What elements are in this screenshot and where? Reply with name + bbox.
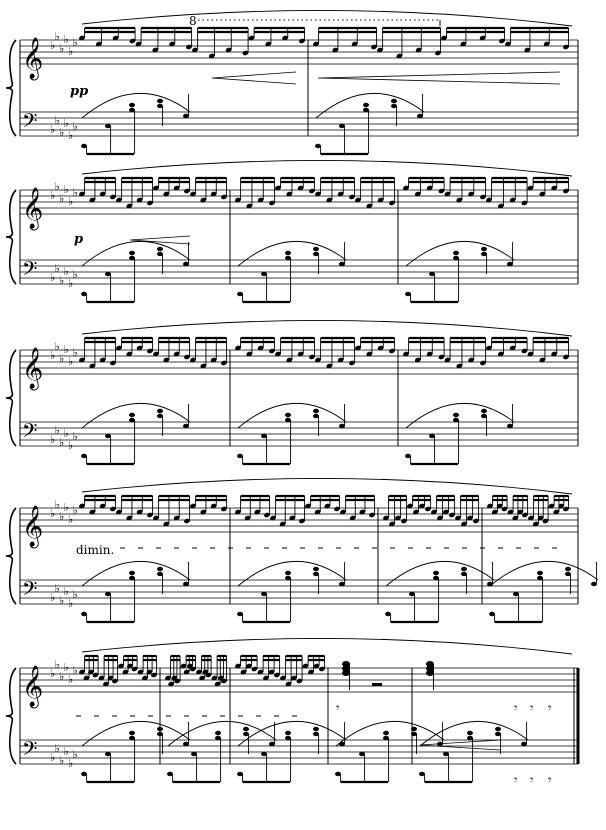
flat-sign: ♭ <box>72 430 78 443</box>
flat-sign: ♭ <box>59 274 65 287</box>
flat-sign: ♭ <box>68 355 74 368</box>
bass-chord-note <box>285 418 291 422</box>
flat-sign: ♭ <box>59 754 65 767</box>
treble-clef: 𝄞 <box>22 38 44 79</box>
flat-sign: ♭ <box>72 186 78 199</box>
bass-slur <box>238 241 346 266</box>
flat-sign: ♭ <box>68 757 74 770</box>
bass-chord-note <box>157 409 163 413</box>
bass-note <box>521 742 527 746</box>
bass-clef: 𝄢 <box>22 109 38 137</box>
flat-sign: ♭ <box>54 30 60 43</box>
bass-chord-note <box>453 256 459 260</box>
bass-note <box>237 454 243 458</box>
flat-sign: ♭ <box>68 439 74 452</box>
flat-sign: ♭ <box>72 268 78 281</box>
phrase-slur <box>82 320 572 336</box>
bass-chord-note <box>481 414 487 418</box>
flat-sign: ♭ <box>50 123 56 136</box>
flat-sign: ♭ <box>54 498 60 511</box>
whole-rest <box>372 683 382 686</box>
bass-slur <box>82 721 190 746</box>
bass-note <box>183 742 189 746</box>
bass-note <box>591 582 597 586</box>
bass-chord-note <box>129 108 135 112</box>
bass-chord-note <box>313 409 319 413</box>
bass-note <box>183 424 189 428</box>
bass-chord-note <box>411 727 417 731</box>
bass-note <box>339 424 345 428</box>
bass-slur <box>336 721 444 746</box>
bass-note <box>237 612 243 616</box>
bass-chord-note <box>157 252 163 256</box>
flat-sign: ♭ <box>50 271 56 284</box>
bass-chord-note <box>285 736 291 740</box>
bass-chord-note <box>129 736 135 740</box>
bass-chord-note <box>157 414 163 418</box>
bass-note <box>261 752 267 756</box>
bass-chord-note <box>129 418 135 422</box>
bass-note <box>237 292 243 296</box>
bass-chord-note <box>481 409 487 413</box>
flat-sign: ♭ <box>59 670 65 683</box>
bass-note <box>335 772 341 776</box>
bass-chord-note <box>157 567 163 571</box>
brace <box>6 190 16 284</box>
bass-slur <box>82 403 190 428</box>
dynamic-p: p <box>74 232 84 247</box>
bass-chord-note <box>391 99 397 103</box>
bass-chord-note <box>285 413 291 417</box>
flat-sign: ♭ <box>50 751 56 764</box>
bass-clef: 𝄢 <box>22 419 38 447</box>
brace <box>6 350 16 446</box>
rest: 𝄾 <box>530 773 534 788</box>
bass-chord-note <box>453 413 459 417</box>
bass-clef: 𝄢 <box>22 737 38 765</box>
bass-chord-note <box>383 736 389 740</box>
bass-note <box>507 424 513 428</box>
bass-chord-note <box>285 731 291 735</box>
dynamic-pp: pp <box>70 84 89 99</box>
bass-chord-note <box>411 732 417 736</box>
bass-note <box>81 612 87 616</box>
flat-sign: ♭ <box>54 582 60 595</box>
bass-chord-note <box>495 732 501 736</box>
bass-chord-note <box>453 251 459 255</box>
bass-note <box>405 292 411 296</box>
flat-sign: ♭ <box>50 39 56 52</box>
flat-sign: ♭ <box>63 661 69 674</box>
bass-note <box>191 752 197 756</box>
bass-chord-note <box>363 108 369 112</box>
rest: 𝄾 <box>336 701 340 716</box>
bass-note <box>429 272 435 276</box>
hairpin-decrescendo <box>420 740 500 750</box>
bass-chord-note <box>129 103 135 107</box>
bass-chord-note <box>313 247 319 251</box>
flat-sign: ♭ <box>54 658 60 671</box>
bass-note <box>81 772 87 776</box>
phrase-slur <box>82 638 572 654</box>
bass-note <box>385 612 391 616</box>
phrase-slur <box>82 10 572 26</box>
bass-note <box>315 144 321 148</box>
flat-sign: ♭ <box>68 597 74 610</box>
flat-sign: ♭ <box>72 504 78 517</box>
bass-clef: 𝄢 <box>22 577 38 605</box>
bass-note <box>105 592 111 596</box>
flat-sign: ♭ <box>54 424 60 437</box>
flat-sign: ♭ <box>54 180 60 193</box>
bass-note <box>81 144 87 148</box>
bass-chord-note <box>537 571 543 575</box>
flat-sign: ♭ <box>54 340 60 353</box>
bass-chord-note <box>285 576 291 580</box>
treble-clef: 𝄞 <box>22 506 44 547</box>
flat-sign: ♭ <box>72 346 78 359</box>
hairpin-crescendo <box>130 236 190 244</box>
bass-chord-note <box>157 572 163 576</box>
bass-note <box>489 612 495 616</box>
rest: 𝄾 <box>548 701 552 716</box>
bass-note <box>105 124 111 128</box>
flat-sign: ♭ <box>68 513 74 526</box>
bass-chord-note <box>453 418 459 422</box>
bass-chord-note <box>537 576 543 580</box>
flat-sign: ♭ <box>50 507 56 520</box>
rest: 𝄾 <box>548 773 552 788</box>
bass-chord-note <box>313 732 319 736</box>
hairpin-decrescendo <box>318 72 560 84</box>
bass-note <box>359 752 365 756</box>
treble-clef: 𝄞 <box>22 188 44 229</box>
flat-sign: ♭ <box>63 343 69 356</box>
bass-chord-note <box>129 413 135 417</box>
flat-sign: ♭ <box>63 33 69 46</box>
rest: 𝄾 <box>530 701 534 716</box>
flat-sign: ♭ <box>63 117 69 130</box>
flat-sign: ♭ <box>54 262 60 275</box>
bass-note <box>261 434 267 438</box>
bass-note <box>183 114 189 118</box>
bass-chord-note <box>129 251 135 255</box>
bass-chord-note <box>433 571 439 575</box>
flat-sign: ♭ <box>72 588 78 601</box>
flat-sign: ♭ <box>50 433 56 446</box>
flat-sign: ♭ <box>50 667 56 680</box>
bass-note <box>237 772 243 776</box>
flat-sign: ♭ <box>68 277 74 290</box>
ottava-mark: 8 <box>189 14 197 28</box>
treble-clef: 𝄞 <box>22 666 44 707</box>
bass-chord-note <box>129 731 135 735</box>
bass-chord-note <box>285 256 291 260</box>
bass-note <box>81 292 87 296</box>
bass-slur <box>406 403 514 428</box>
bass-slur <box>82 241 190 266</box>
bass-chord-note <box>285 571 291 575</box>
flat-sign: ♭ <box>63 745 69 758</box>
flat-sign: ♭ <box>63 183 69 196</box>
bass-slur <box>82 93 190 118</box>
bass-slur <box>238 403 346 428</box>
phrase-slur <box>82 160 572 176</box>
flat-sign: ♭ <box>72 748 78 761</box>
chord-note <box>342 670 350 676</box>
bass-note <box>339 124 345 128</box>
bass-slur <box>490 561 598 586</box>
bass-chord-note <box>157 727 163 731</box>
bass-note <box>417 114 423 118</box>
bass-chord-note <box>481 247 487 251</box>
flat-sign: ♭ <box>59 42 65 55</box>
bass-slur <box>420 721 528 746</box>
bass-chord-note <box>481 252 487 256</box>
flat-sign: ♭ <box>54 114 60 127</box>
bass-chord-note <box>129 256 135 260</box>
bass-slur <box>238 721 346 746</box>
bass-note <box>513 592 519 596</box>
bass-note <box>507 262 513 266</box>
bass-chord-note <box>313 572 319 576</box>
bass-chord-note <box>285 251 291 255</box>
brace <box>6 508 16 604</box>
bass-chord-note <box>129 571 135 575</box>
flat-sign: ♭ <box>72 36 78 49</box>
bass-slur <box>406 241 514 266</box>
bass-chord-note <box>391 104 397 108</box>
bass-note <box>339 262 345 266</box>
flat-sign: ♭ <box>50 591 56 604</box>
bass-note <box>419 772 425 776</box>
bass-slur <box>386 561 494 586</box>
flat-sign: ♭ <box>59 436 65 449</box>
bass-note <box>105 752 111 756</box>
bass-slur <box>316 93 424 118</box>
bass-note <box>167 772 173 776</box>
brace <box>6 668 16 764</box>
flat-sign: ♭ <box>72 120 78 133</box>
bass-slur <box>238 561 346 586</box>
flat-sign: ♭ <box>68 45 74 58</box>
bass-chord-note <box>565 572 571 576</box>
bass-note <box>443 752 449 756</box>
bass-note <box>409 592 415 596</box>
bass-chord-note <box>157 732 163 736</box>
treble-clef: 𝄞 <box>22 348 44 389</box>
bass-chord-note <box>313 252 319 256</box>
bass-chord-note <box>243 727 249 731</box>
bass-chord-note <box>129 576 135 580</box>
flat-sign: ♭ <box>59 510 65 523</box>
hairpin-decrescendo <box>212 72 296 84</box>
bass-chord-note <box>157 99 163 103</box>
bass-note <box>269 742 275 746</box>
flat-sign: ♭ <box>63 265 69 278</box>
bass-chord-note <box>467 736 473 740</box>
rest: 𝄾 <box>514 701 518 716</box>
bass-note <box>261 272 267 276</box>
bass-note <box>81 454 87 458</box>
bass-chord-note <box>313 567 319 571</box>
bass-chord-note <box>461 572 467 576</box>
bass-note <box>405 454 411 458</box>
flat-sign: ♭ <box>63 501 69 514</box>
flat-sign: ♭ <box>50 189 56 202</box>
bass-note <box>183 262 189 266</box>
bass-chord-note <box>313 414 319 418</box>
flat-sign: ♭ <box>63 427 69 440</box>
bass-note <box>105 434 111 438</box>
phrase-slur <box>82 478 572 494</box>
flat-sign: ♭ <box>68 129 74 142</box>
bass-note <box>261 592 267 596</box>
bass-chord-note <box>243 732 249 736</box>
bass-chord-note <box>461 567 467 571</box>
bass-chord-note <box>383 731 389 735</box>
flat-sign: ♭ <box>63 585 69 598</box>
bass-chord-note <box>467 731 473 735</box>
bass-chord-note <box>157 247 163 251</box>
flat-sign: ♭ <box>59 192 65 205</box>
flat-sign: ♭ <box>68 195 74 208</box>
bass-note <box>339 582 345 586</box>
bass-note <box>183 582 189 586</box>
flat-sign: ♭ <box>59 126 65 139</box>
bass-chord-note <box>363 103 369 107</box>
flat-sign: ♭ <box>72 664 78 677</box>
bass-chord-note <box>565 567 571 571</box>
bass-chord-note <box>433 576 439 580</box>
flat-sign: ♭ <box>68 673 74 686</box>
bass-chord-note <box>495 727 501 731</box>
bass-clef: 𝄢 <box>22 257 38 285</box>
flat-sign: ♭ <box>59 594 65 607</box>
flat-sign: ♭ <box>50 349 56 362</box>
flat-sign: ♭ <box>54 742 60 755</box>
flat-sign: ♭ <box>59 352 65 365</box>
bass-chord-note <box>313 727 319 731</box>
dynamic-dimin: dimin. <box>76 543 115 557</box>
bass-slur <box>82 561 190 586</box>
chord-note <box>426 670 434 676</box>
bass-chord-note <box>215 731 221 735</box>
bass-note <box>429 434 435 438</box>
bass-chord-note <box>215 736 221 740</box>
brace <box>6 40 16 136</box>
rest: 𝄾 <box>514 773 518 788</box>
bass-note <box>105 272 111 276</box>
bass-chord-note <box>157 104 163 108</box>
